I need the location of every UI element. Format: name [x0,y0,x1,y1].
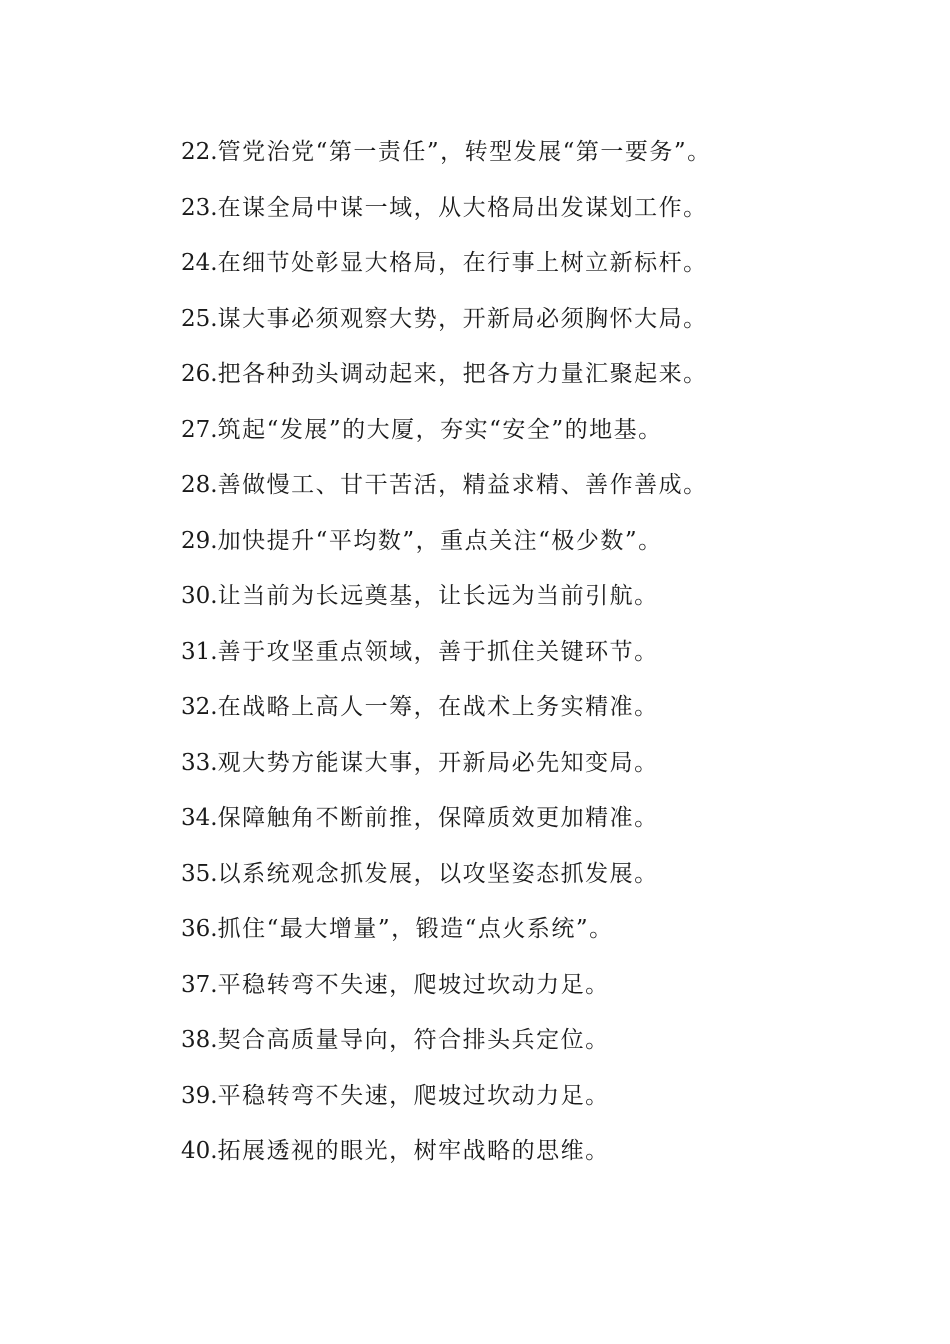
item-number: 22. [181,139,218,165]
item-number: 32. [181,694,218,720]
list-item [181,136,941,192]
item-text: 保障触角不断前推，保障质效更加精准。 [217,805,659,831]
list-item [181,1080,941,1136]
list-item [181,969,941,1025]
list-item [181,691,941,747]
item-number: 36. [181,916,218,942]
list-item [181,636,941,692]
list-item [181,358,941,414]
item-number: 24. [181,250,218,276]
item-text: 让当前为长远奠基，让长远为当前引航。 [217,583,659,609]
item-text: 契合高质量导向，符合排头兵定位。 [217,1027,610,1053]
item-text: 在细节处彰显大格局，在行事上树立新标杆。 [217,250,708,276]
list-item [181,580,941,636]
list-item [181,1135,941,1191]
item-text: 加快提升“平均数”，重点关注“极少数”。 [217,527,663,554]
item-number: 27. [181,416,218,443]
item-number: 29. [181,527,218,554]
list-item [181,913,941,969]
item-text: 筑起“发展”的大厦，夯实“安全”的地基。 [217,416,663,443]
list-item [181,802,941,858]
item-number: 25. [181,305,218,332]
list-item [181,414,941,470]
item-number: 23. [181,194,218,221]
item-text: 抓住“最大增量”，锻造“点火系统”。 [217,916,614,942]
item-text: 谋大事必须观察大势，开新局必须胸怀大局。 [217,305,708,332]
list-item [181,1024,941,1080]
phrase-list [181,136,941,1191]
item-number: 37. [181,971,218,998]
item-text: 管党治党“第一责任”，转型发展“第一要务”。 [217,139,712,165]
item-text: 在谋全局中谋一域，从大格局出发谋划工作。 [217,194,708,221]
item-number: 40. [181,1138,218,1164]
item-text: 平稳转弯不失速，爬坡过坎动力足。 [217,971,610,998]
list-item [181,192,941,248]
list-item [181,747,941,803]
item-text: 平稳转弯不失速，爬坡过坎动力足。 [217,1082,610,1109]
item-number: 26. [181,361,218,387]
item-number: 28. [181,472,218,498]
item-number: 33. [181,749,218,776]
item-text: 观大势方能谋大事，开新局必先知变局。 [217,749,659,776]
item-text: 以系统观念抓发展，以攻坚姿态抓发展。 [217,860,659,887]
item-number: 35. [181,860,218,887]
list-item [181,469,941,525]
list-item [181,247,941,303]
item-text: 善做慢工、甘干苦活，精益求精、善作善成。 [217,472,708,498]
item-text: 把各种劲头调动起来，把各方力量汇聚起来。 [217,361,708,387]
item-text: 在战略上高人一筹，在战术上务实精准。 [217,694,659,720]
item-number: 34. [181,805,218,831]
item-number: 30. [181,583,218,609]
item-text: 拓展透视的眼光，树牢战略的思维。 [217,1138,610,1164]
item-number: 39. [181,1082,218,1109]
list-item [181,303,941,359]
list-item [181,858,941,914]
list-item [181,525,941,581]
item-text: 善于攻坚重点领域，善于抓住关键环节。 [217,638,659,665]
item-number: 31. [181,638,218,665]
item-number: 38. [181,1027,218,1053]
